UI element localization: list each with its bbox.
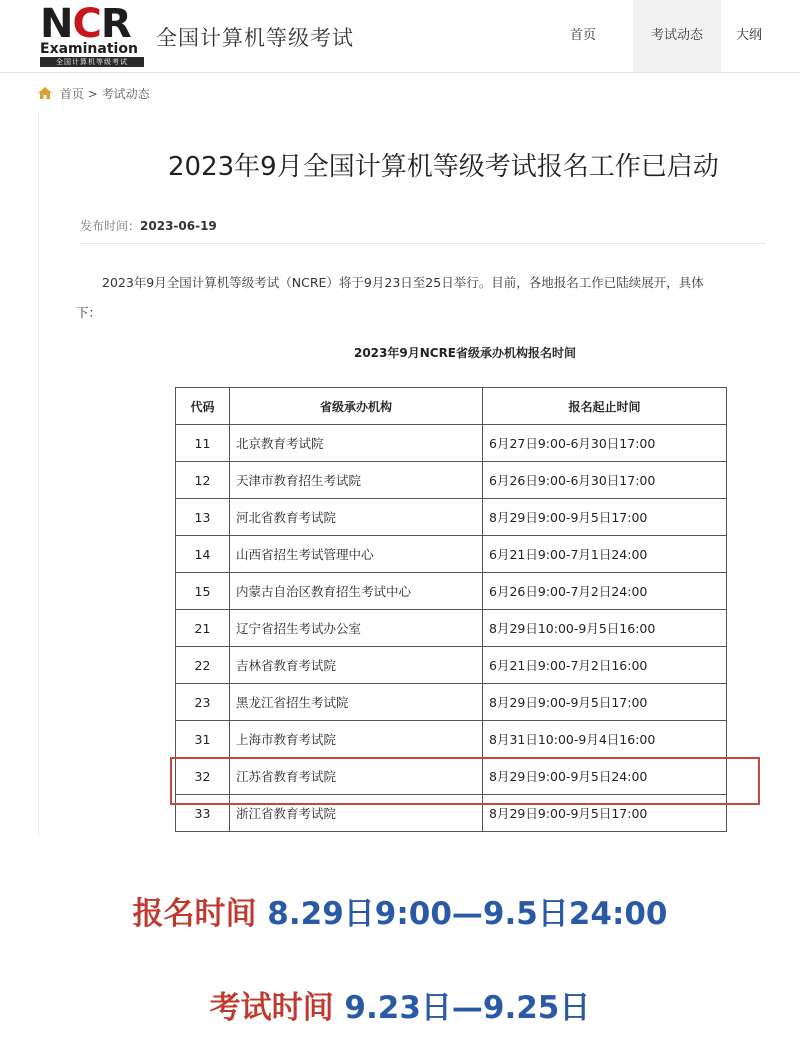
site-header (0, 0, 800, 73)
nav-home[interactable]: 首页 (570, 28, 597, 43)
cell-org: 河北省教育考试院 (230, 499, 483, 536)
cell-time: 8月31日10:00-9月4日16:00 (483, 721, 727, 758)
cell-time: 6月27日9:00-6月30日17:00 (483, 425, 727, 462)
cell-org: 黑龙江省招生考试院 (230, 684, 483, 721)
header-code: 代码 (176, 388, 230, 425)
cell-time: 6月21日9:00-7月1日24:00 (483, 536, 727, 573)
table-row (176, 462, 727, 499)
exam-time-value: 9.23日—9.25日 (344, 990, 591, 1026)
home-icon (38, 87, 52, 99)
paragraph-line-1: 2023年9月全国计算机等级考试（NCRE）将于9月23日至25日举行。目前，各地报名工作已陆续展开，具体 (102, 275, 704, 290)
cell-time: 8月29日9:00-9月5日17:00 (483, 684, 727, 721)
table-row (176, 795, 727, 832)
table-row (176, 684, 727, 721)
table-row (176, 721, 727, 758)
ncre-logo[interactable] (40, 1, 146, 66)
cell-code: 21 (176, 610, 230, 647)
cell-time: 6月26日9:00-6月30日17:00 (483, 462, 727, 499)
breadcrumb-separator: > (87, 87, 98, 101)
breadcrumb (38, 84, 150, 104)
table-row (176, 647, 727, 684)
cell-time: 8月29日9:00-9月5日17:00 (483, 499, 727, 536)
cell-time: 6月26日9:00-7月2日24:00 (483, 573, 727, 610)
cell-code: 23 (176, 684, 230, 721)
logo-examination-text: Examination (40, 41, 138, 57)
cell-org: 辽宁省招生考试办公室 (230, 610, 483, 647)
cell-code: 15 (176, 573, 230, 610)
cell-code: 22 (176, 647, 230, 684)
cell-org: 天津市教育招生考试院 (230, 462, 483, 499)
cell-code: 12 (176, 462, 230, 499)
cell-time: 8月29日9:00-9月5日17:00 (483, 795, 727, 832)
table-row-highlighted (176, 758, 727, 795)
table-row (176, 425, 727, 462)
cell-code: 31 (176, 721, 230, 758)
article-title: 2023年9月全国计算机等级考试报名工作已启动 (168, 152, 719, 182)
cell-code: 32 (176, 758, 230, 795)
registration-table (175, 387, 727, 832)
site-title: 全国计算机等级考试 (156, 26, 354, 50)
table-row (176, 499, 727, 536)
breadcrumb-home[interactable]: 首页 (59, 87, 84, 101)
table-header-row (176, 388, 727, 425)
cell-org: 内蒙古自治区教育招生考试中心 (230, 573, 483, 610)
cell-org: 江苏省教育考试院 (230, 758, 483, 795)
publish-date: 2023-06-19 (140, 219, 217, 233)
cell-time: 8月29日10:00-9月5日16:00 (483, 610, 727, 647)
cell-code: 14 (176, 536, 230, 573)
cell-org: 上海市教育考试院 (230, 721, 483, 758)
registration-time-value: 8.29日9:00—9.5日24:00 (267, 896, 668, 932)
breadcrumb-current[interactable]: 考试动态 (101, 87, 150, 101)
paragraph-line-2: 下： (76, 305, 102, 320)
header-time: 报名起止时间 (483, 388, 727, 425)
cell-code: 33 (176, 795, 230, 832)
cell-code: 11 (176, 425, 230, 462)
registration-time-summary (0, 888, 800, 933)
logo-ncr-text: NCR (40, 1, 131, 47)
cell-org: 北京教育考试院 (230, 425, 483, 462)
table-row (176, 536, 727, 573)
cell-org: 吉林省教育考试院 (230, 647, 483, 684)
table-row (176, 573, 727, 610)
header-org: 省级承办机构 (230, 388, 483, 425)
logo-subtitle: 全国计算机等级考试 (40, 57, 144, 67)
table-row (176, 610, 727, 647)
article-paragraph (76, 268, 766, 328)
cell-org: 山西省招生考试管理中心 (230, 536, 483, 573)
exam-time-summary (0, 982, 800, 1027)
cell-time: 8月29日9:00-9月5日24:00 (483, 758, 727, 795)
publish-label: 发布时间： (80, 219, 141, 233)
registration-time-label: 报名时间 (132, 896, 257, 932)
exam-time-label: 考试时间 (209, 990, 334, 1026)
table-caption: 2023年9月NCRE省级承办机构报名时间 (353, 346, 577, 360)
nav-news[interactable]: 考试动态 (633, 0, 721, 72)
publish-info (80, 215, 766, 244)
cell-time: 6月21日9:00-7月2日16:00 (483, 647, 727, 684)
cell-org: 浙江省教育考试院 (230, 795, 483, 832)
cell-code: 13 (176, 499, 230, 536)
nav-syllabus[interactable]: 大纲 (736, 28, 763, 43)
